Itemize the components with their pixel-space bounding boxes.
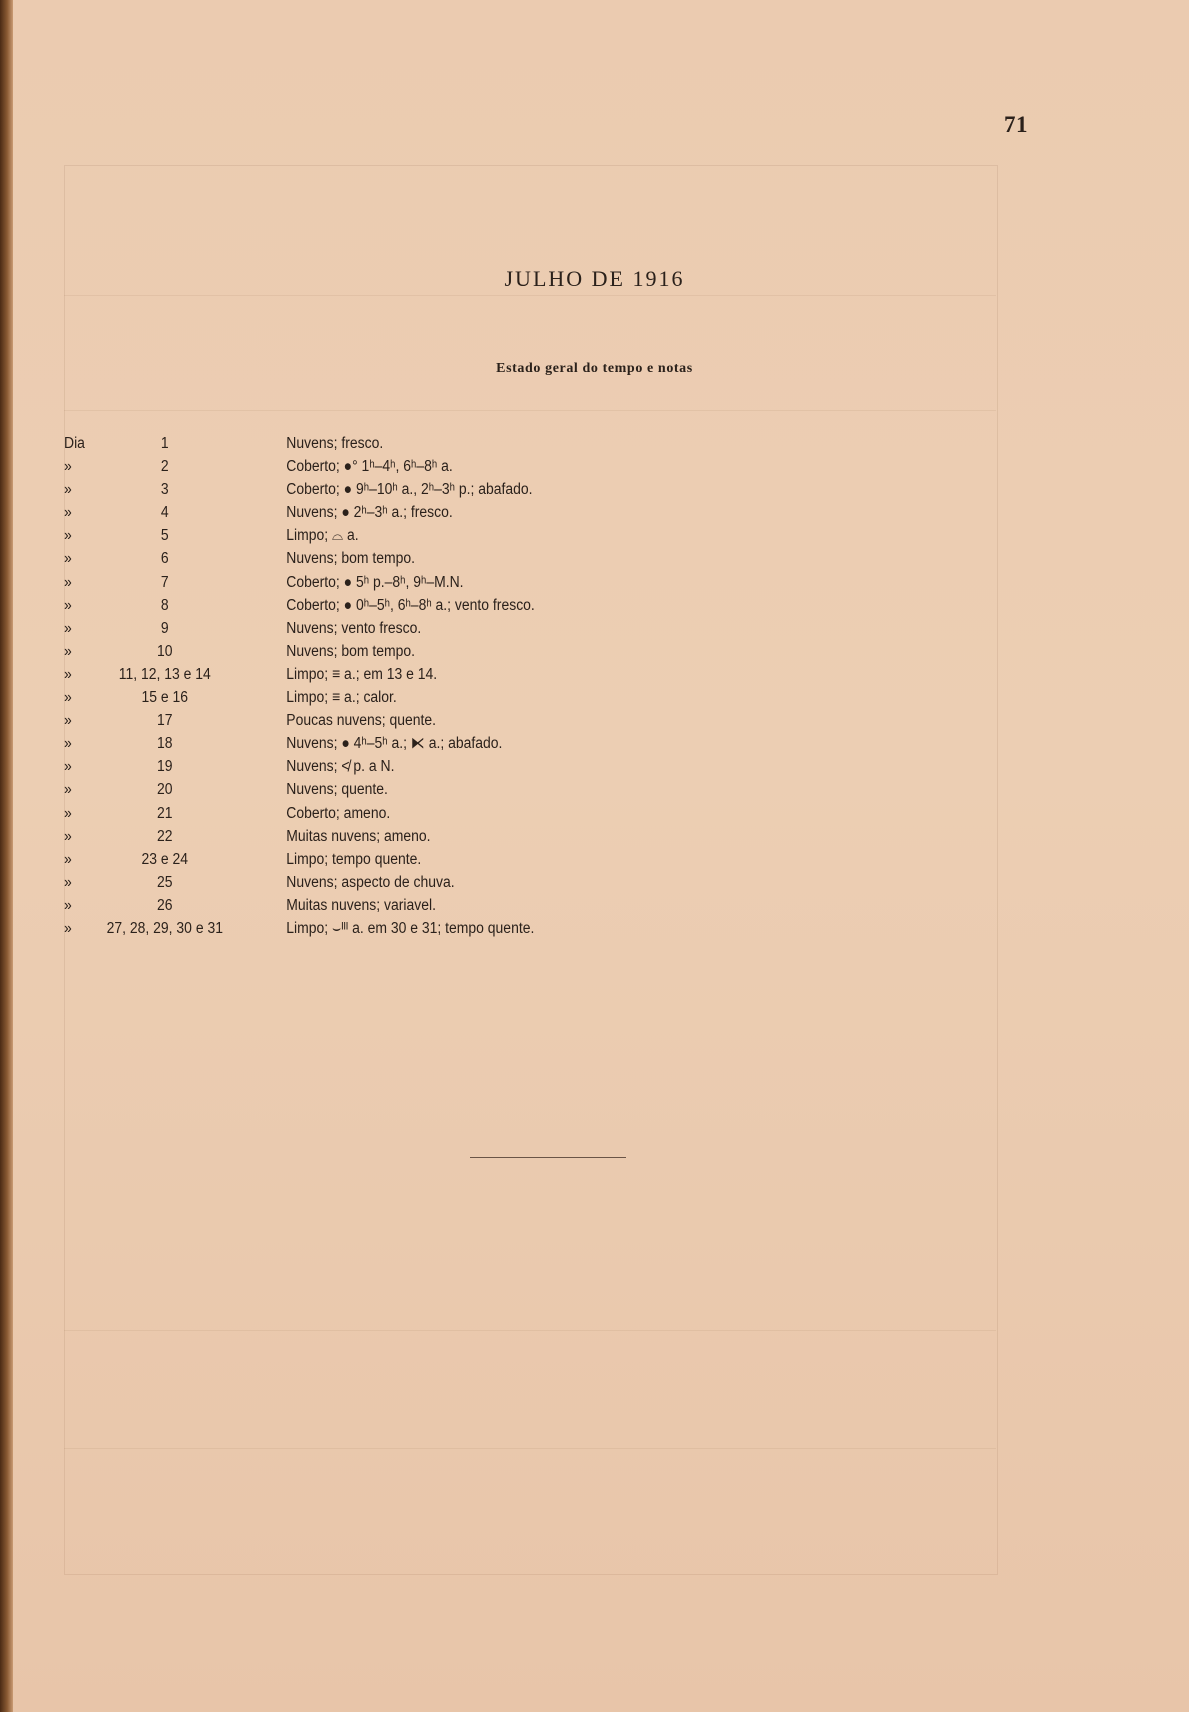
weather-note: Limpo; tempo quente. xyxy=(286,850,422,868)
weather-note: Muitas nuvens; variavel. xyxy=(286,896,436,914)
weather-note: Coberto; ●° 1ʰ–4ʰ, 6ʰ–8ʰ a. xyxy=(286,458,453,476)
list-item xyxy=(64,871,694,894)
day-number: 1 xyxy=(160,435,169,452)
day-prefix: » xyxy=(64,642,72,660)
list-item xyxy=(64,478,694,501)
day-number: 6 xyxy=(160,550,169,568)
list-item xyxy=(64,663,694,686)
day-number: 21 xyxy=(157,804,173,822)
day-prefix: » xyxy=(64,665,72,683)
day-number: 26 xyxy=(157,896,173,914)
day-number: 8 xyxy=(160,596,169,614)
list-item xyxy=(64,848,694,871)
day-prefix: » xyxy=(64,689,72,707)
day-prefix: » xyxy=(64,919,72,937)
list-item xyxy=(64,524,694,547)
day-number: 18 xyxy=(157,735,173,753)
day-prefix: » xyxy=(64,527,72,545)
day-prefix: » xyxy=(64,573,72,591)
day-number: 15 e 16 xyxy=(141,689,189,707)
list-item xyxy=(64,755,694,778)
weather-note: Nuvens; fresco. xyxy=(286,435,384,452)
day-number: 27, 28, 29, 30 e 31 xyxy=(106,919,223,937)
day-prefix: » xyxy=(64,873,72,891)
weather-note: Nuvens; quente. xyxy=(286,781,388,799)
show-through-line xyxy=(64,1330,996,1331)
show-through-line xyxy=(64,295,996,296)
list-item xyxy=(64,732,694,755)
weather-note: Nuvens; ● 2ʰ–3ʰ a.; fresco. xyxy=(286,504,453,522)
list-item xyxy=(64,894,694,917)
day-prefix: » xyxy=(64,712,72,730)
day-prefix: » xyxy=(64,758,72,776)
section-subtitle: Estado geral do tempo e notas xyxy=(496,361,693,376)
day-number: 17 xyxy=(157,712,173,730)
weather-note: Limpo; ⌓ a. xyxy=(286,527,359,545)
day-prefix: » xyxy=(64,804,72,822)
weather-note: Nuvens; ● 4ʰ–5ʰ a.; ⧔ a.; abafado. xyxy=(286,735,503,753)
weather-notes-list xyxy=(64,432,764,940)
show-through-line xyxy=(64,410,996,411)
page-number: 71 xyxy=(1004,112,1028,137)
list-item xyxy=(64,778,694,801)
page-title: JULHO DE 1916 xyxy=(504,266,685,291)
list-item xyxy=(64,455,694,478)
show-through-line xyxy=(64,1448,996,1449)
list-item xyxy=(64,709,694,732)
list-item xyxy=(64,686,694,709)
day-number: 19 xyxy=(157,758,173,776)
list-item xyxy=(64,825,694,848)
weather-note: Coberto; ● 5ʰ p.–8ʰ, 9ʰ–M.N. xyxy=(286,573,464,591)
weather-note: Coberto; ● 9ʰ–10ʰ a., 2ʰ–3ʰ p.; abafado. xyxy=(286,481,533,499)
list-item xyxy=(64,594,694,617)
day-number: 25 xyxy=(157,873,173,891)
weather-note: Nuvens; bom tempo. xyxy=(286,550,416,568)
list-item xyxy=(64,802,694,825)
day-number: 4 xyxy=(160,504,169,522)
end-rule xyxy=(470,1157,626,1158)
weather-note: Limpo; ≡ a.; calor. xyxy=(286,689,397,707)
weather-note: Nuvens; vento fresco. xyxy=(286,619,422,637)
list-item xyxy=(64,501,694,524)
day-prefix: » xyxy=(64,896,72,914)
weather-note: Nuvens; bom tempo. xyxy=(286,642,416,660)
list-item xyxy=(64,917,694,940)
day-prefix: » xyxy=(64,781,72,799)
list-item xyxy=(64,432,694,455)
weather-note: Nuvens; aspecto de chuva. xyxy=(286,873,455,891)
list-item xyxy=(64,640,694,663)
day-prefix: Dia xyxy=(64,435,85,452)
day-prefix: » xyxy=(64,458,72,476)
day-number: 2 xyxy=(160,458,169,476)
weather-note: Limpo; ⌣ᴵᴵᴵ a. em 30 e 31; tempo quente. xyxy=(286,919,535,937)
weather-note: Nuvens; ≮ p. a N. xyxy=(286,758,395,776)
day-number: 10 xyxy=(157,642,173,660)
list-item xyxy=(64,617,694,640)
book-binding xyxy=(0,0,13,1712)
day-number: 3 xyxy=(160,481,169,499)
weather-note: Poucas nuvens; quente. xyxy=(286,712,436,730)
day-prefix: » xyxy=(64,504,72,522)
day-number: 20 xyxy=(157,781,173,799)
list-item xyxy=(64,571,694,594)
weather-note: Coberto; ameno. xyxy=(286,804,391,822)
list-item xyxy=(64,547,694,570)
day-prefix: » xyxy=(64,850,72,868)
day-prefix: » xyxy=(64,596,72,614)
day-number: 22 xyxy=(157,827,173,845)
day-number: 5 xyxy=(160,527,169,545)
weather-note: Limpo; ≡ a.; em 13 e 14. xyxy=(286,665,438,683)
day-prefix: » xyxy=(64,827,72,845)
day-prefix: » xyxy=(64,550,72,568)
day-prefix: » xyxy=(64,481,72,499)
day-number: 11, 12, 13 e 14 xyxy=(118,665,211,683)
weather-note: Muitas nuvens; ameno. xyxy=(286,827,431,845)
day-prefix: » xyxy=(64,735,72,753)
day-number: 7 xyxy=(160,573,169,591)
day-number: 23 e 24 xyxy=(141,850,189,868)
day-number: 9 xyxy=(160,619,169,637)
weather-note: Coberto; ● 0ʰ–5ʰ, 6ʰ–8ʰ a.; vento fresco. xyxy=(286,596,535,614)
day-prefix: » xyxy=(64,619,72,637)
